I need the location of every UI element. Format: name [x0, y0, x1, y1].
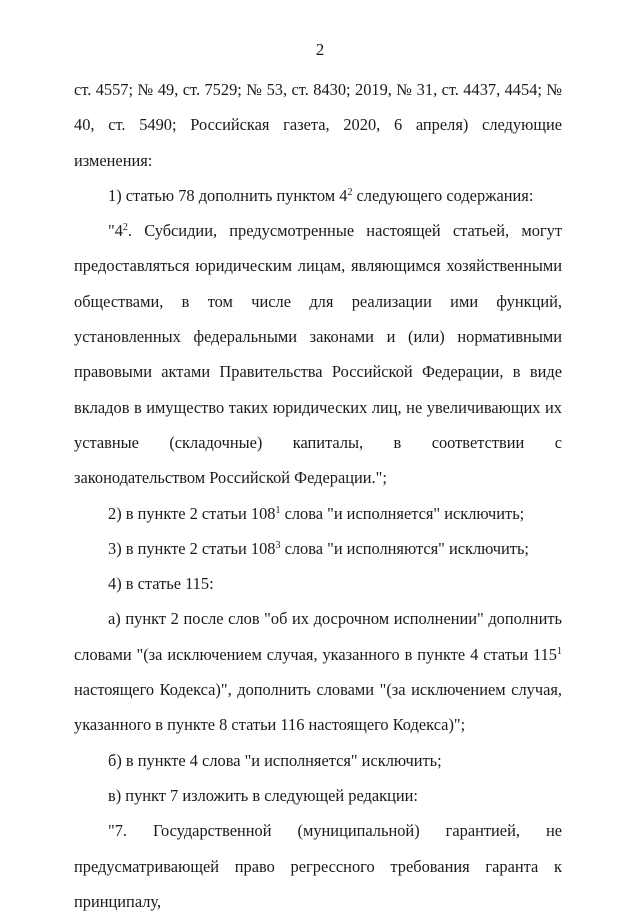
paragraph-text: 2) в пункте 2 статьи 108: [108, 503, 276, 523]
paragraph-text: следующего содержания:: [352, 185, 534, 205]
paragraph-source-citation: [74, 72, 562, 178]
paragraph-text: 3) в пункте 2 статьи 108: [108, 538, 276, 558]
paragraph-item-4: [74, 566, 562, 601]
paragraph-text: 1) статью 78 дополнить пунктом 4: [108, 185, 348, 205]
paragraph-text: слова "и исполняется" исключить;: [280, 503, 525, 523]
paragraph-quoted-4-2: [74, 213, 562, 495]
paragraph-text: ст. 4557; № 49, ст. 7529; № 53, ст. 8430; 2019, № 31, ст. 4437, 4454; № 40, ст. 5490; Российская газета, 2020, 6 апреля) следующие изменения:: [74, 80, 562, 170]
paragraph-subitem-b: [74, 743, 562, 778]
paragraph-subitem-a: [74, 601, 562, 742]
paragraph-text: слова "и исполняются" исключить;: [280, 538, 529, 558]
paragraph-item-1: [74, 178, 562, 213]
paragraph-item-2: [74, 496, 562, 531]
paragraph-text: "7. Государственной (муниципальной) гарантией, не предусматривающей право регрессного требования гаранта к принципалу,: [74, 821, 562, 911]
paragraph-subitem-v: [74, 778, 562, 813]
paragraph-text: в) пункт 7 изложить в следующей редакции:: [108, 785, 418, 805]
superscript: 2: [347, 186, 353, 198]
superscript: 1: [275, 504, 281, 516]
document-body: [74, 72, 562, 919]
paragraph-text: 4) в статье 115:: [108, 574, 214, 594]
paragraph-quoted-7: [74, 813, 562, 919]
superscript: 2: [122, 222, 128, 234]
paragraph-text: а) пункт 2 после слов "об их досрочном исполнении" дополнить словами "(за исключением случая, указанного в пункте 4 статьи 115: [74, 609, 562, 664]
paragraph-text: . Субсидии, предусмотренные настоящей статьей, могут предоставляться юридическим лицам, являющимся хозяйственными обществами, в том числе для реализации ими функций, установленных федеральными законами и (или) нормативными правовыми актами Правительства Российской Федерации, в виде вкладов в имущество таких юридических лиц, не увеличивающих их уставные (складочные) капиталы, в соответствии с законодательством Российской Федерации.";: [74, 221, 562, 488]
paragraph-item-3: [74, 531, 562, 566]
paragraph-text: "4: [108, 221, 123, 241]
superscript: 1: [557, 645, 562, 657]
superscript: 3: [275, 539, 281, 551]
paragraph-text: настоящего Кодекса)", дополнить словами "(за исключением случая, указанного в пункте 8 статьи 116 настоящего Кодекса)";: [74, 680, 562, 735]
page-number: 2: [315, 40, 325, 59]
paragraph-text: б) в пункте 4 слова "и исполняется" исключить;: [108, 750, 442, 770]
